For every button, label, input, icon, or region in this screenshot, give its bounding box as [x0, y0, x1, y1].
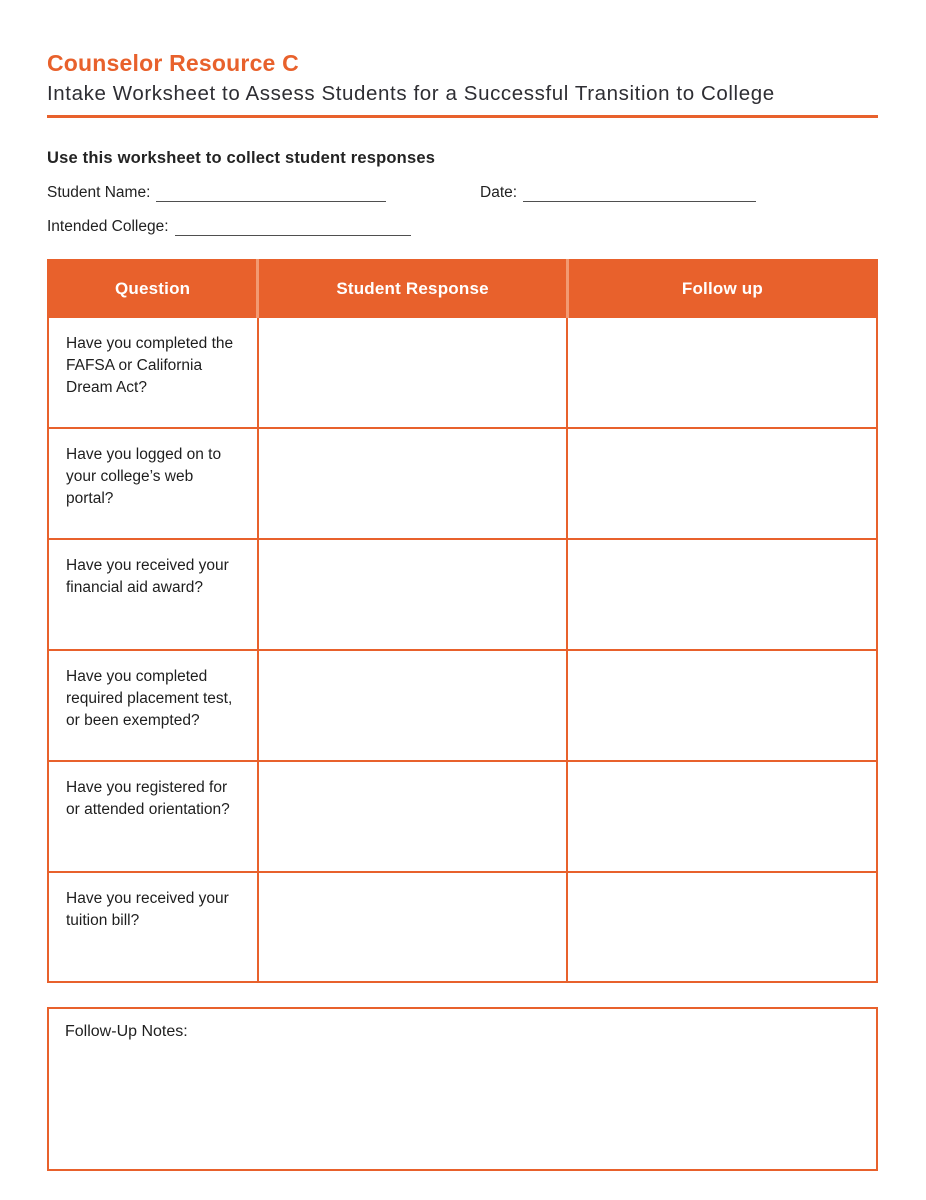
response-cell	[258, 872, 568, 982]
follow-up-notes-box	[47, 1007, 878, 1171]
question-cell: Have you completed the FAFSA or California Dream Act?	[48, 317, 258, 428]
question-cell: Have you registered for or attended orientation?	[48, 761, 258, 872]
response-cell	[258, 761, 568, 872]
question-cell: Have you logged on to your college’s web portal?	[48, 428, 258, 539]
header-follow-up: Follow up	[567, 260, 877, 317]
student-name-blank	[156, 187, 386, 202]
table-header-row	[48, 260, 877, 317]
table-row	[48, 317, 877, 428]
table-row	[48, 761, 877, 872]
date-field	[480, 184, 756, 202]
response-cell	[258, 428, 568, 539]
question-cell: Have you completed required placement test, or been exempted?	[48, 650, 258, 761]
header-student-response: Student Response	[258, 260, 568, 317]
followup-cell	[567, 317, 877, 428]
date-label: Date:	[480, 184, 518, 201]
table-row	[48, 650, 877, 761]
question-cell: Have you received your financial aid award?	[48, 539, 258, 650]
followup-cell	[567, 650, 877, 761]
intended-college-label: Intended College:	[47, 218, 169, 235]
name-date-row	[47, 184, 878, 202]
response-cell	[258, 539, 568, 650]
date-blank	[523, 187, 756, 202]
document-subtitle: Intake Worksheet to Assess Students for a Successful Transition to College	[47, 82, 775, 105]
followup-cell	[567, 539, 877, 650]
response-cell	[258, 650, 568, 761]
header-question: Question	[48, 260, 258, 317]
followup-cell	[567, 872, 877, 982]
table-row	[48, 428, 877, 539]
student-name-label: Student Name:	[47, 184, 151, 201]
question-cell: Have you received your tuition bill?	[48, 872, 258, 982]
intended-college-field	[47, 218, 411, 236]
instruction-text: Use this worksheet to collect student responses	[47, 149, 436, 167]
table-row	[48, 539, 877, 650]
followup-cell	[567, 761, 877, 872]
followup-cell	[567, 428, 877, 539]
intake-table	[47, 259, 878, 983]
document-title: Counselor Resource C	[47, 50, 299, 76]
college-row	[47, 218, 878, 236]
table-row	[48, 872, 877, 982]
student-name-field	[47, 184, 480, 202]
title-divider	[47, 115, 878, 118]
intended-college-blank	[175, 221, 411, 236]
follow-up-notes-label: Follow-Up Notes:	[65, 1023, 188, 1040]
response-cell	[258, 317, 568, 428]
